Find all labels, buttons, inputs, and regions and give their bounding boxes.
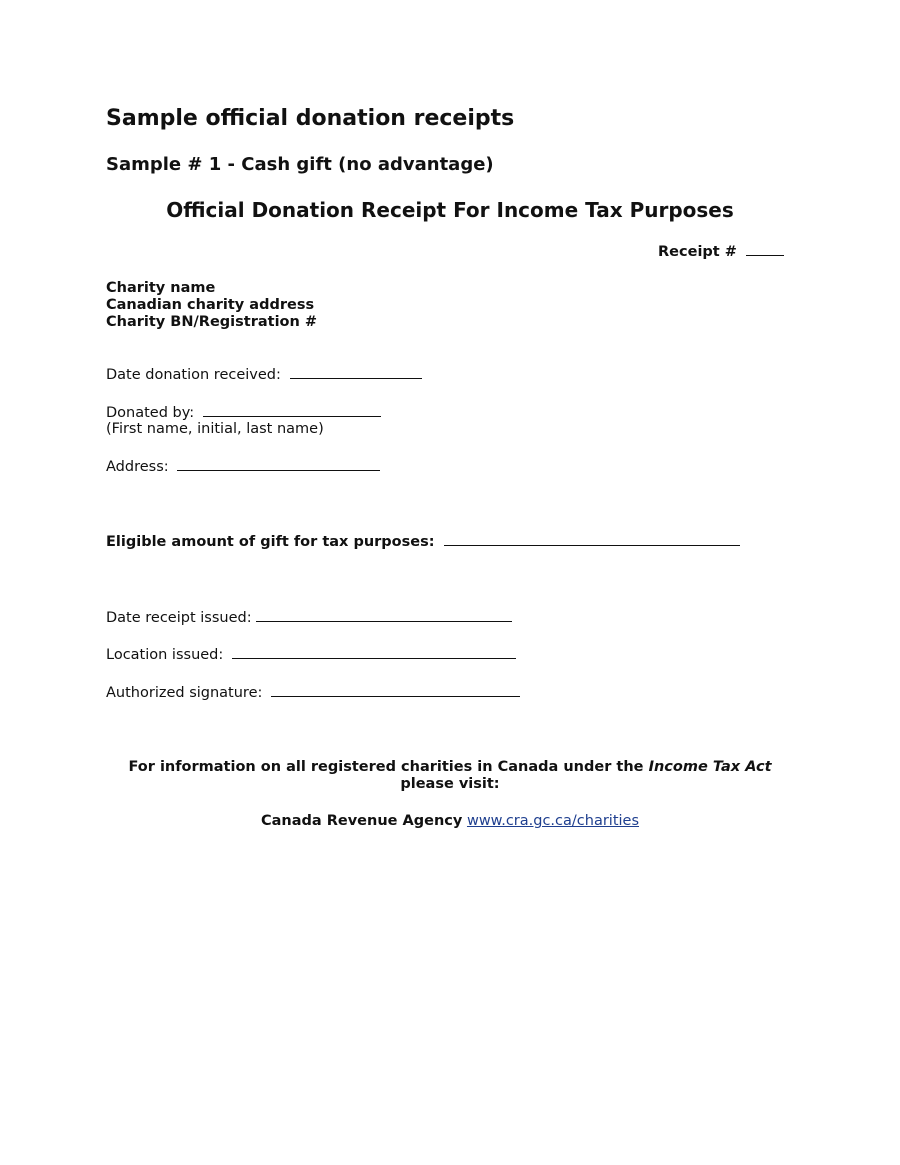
eligible-amount-label: Eligible amount of gift for tax purposes: [106,534,435,550]
date-received-blank [290,366,422,379]
sample-subheading: Sample # 1 - Cash gift (no advantage) [106,154,494,175]
address-label: Address: [106,459,169,475]
receipt-number [658,243,784,260]
receipt-number-label: Receipt # [658,244,737,260]
charity-name: Charity name [106,280,216,296]
date-received-field [106,366,422,383]
charity-registration: Charity BN/Registration # [106,314,318,330]
donated-by-label: Donated by: [106,405,195,421]
footer-income-tax-act: Income Tax Act [648,759,772,775]
footer-info [100,759,800,793]
address-blank [177,458,380,471]
date-issued-blank [256,609,512,622]
address-field [106,458,380,475]
date-received-label: Date donation received: [106,367,281,383]
donated-by-field [106,404,381,421]
footer-agency-line [0,813,900,829]
donated-by-hint: (First name, initial, last name) [106,421,324,437]
cra-charities-link[interactable]: www.cra.gc.ca/charities [466,813,640,829]
eligible-amount-blank [444,533,740,546]
eligible-amount-field [106,533,740,550]
authorized-signature-label: Authorized signature: [106,685,263,701]
location-issued-field [106,646,516,663]
date-issued-label: Date receipt issued: [106,610,252,626]
agency-name: Canada Revenue Agency [260,813,463,829]
location-issued-label: Location issued: [106,647,224,663]
receipt-title: Official Donation Receipt For Income Tax Purposes [166,198,734,222]
location-issued-blank [232,646,516,659]
date-issued-field [106,609,512,626]
footer-info-after: please visit: [400,776,500,792]
donated-by-blank [203,404,381,417]
footer-info-before: For information on all registered charities in Canada under the [128,759,644,775]
authorized-signature-blank [271,684,520,697]
authorized-signature-field [106,684,520,701]
charity-address: Canadian charity address [106,297,315,313]
page-heading: Sample official donation receipts [106,106,515,131]
receipt-number-blank [746,243,784,256]
